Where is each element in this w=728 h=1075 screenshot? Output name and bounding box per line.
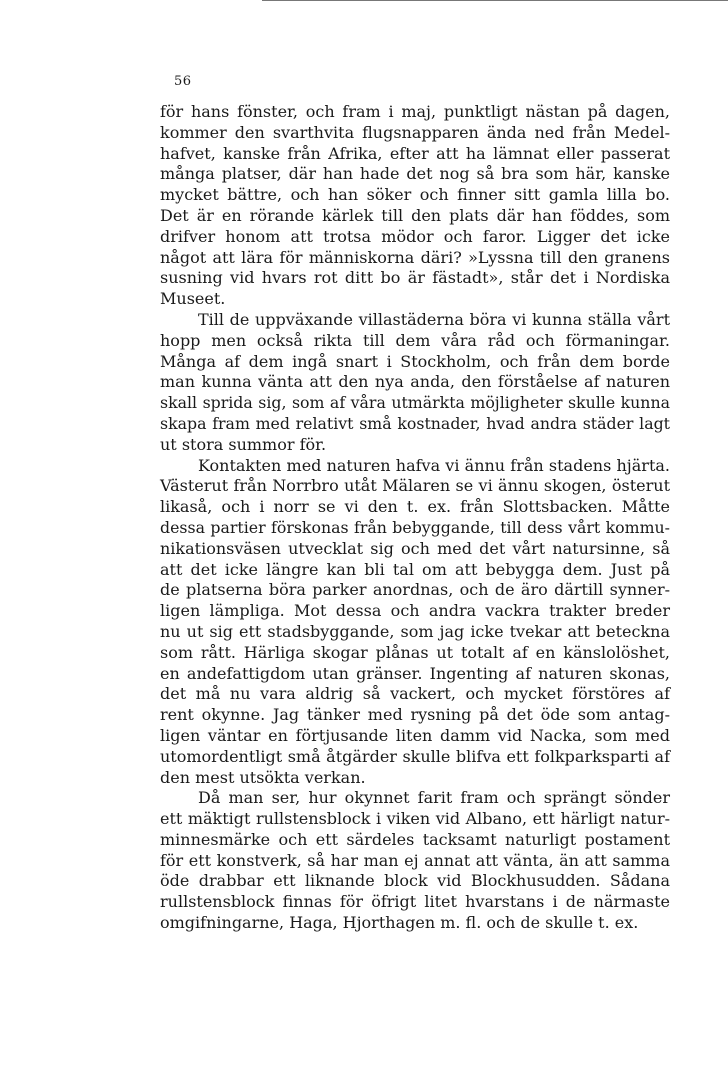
paragraph (160, 456, 670, 789)
text-line: något att lära för människorna däri? »Lyssna till den granens (160, 247, 670, 267)
text-line: likaså, och i norr se vi den t. ex. från Slottsbacken. Måtte (160, 497, 670, 517)
text-line: Museet. (160, 289, 226, 309)
text-line: kommer den svarthvita flugsnapparen ända ned från Medel- (160, 122, 670, 142)
text-line: dessa partier förskonas från bebyggande, till dess vårt kommu- (160, 517, 670, 537)
text-line: en andefattigdom utan gränser. Ingenting af naturen skonas, (160, 663, 670, 683)
text-line: många platser, där han hade det nog så bra som här, kanske (160, 164, 670, 184)
text-line: ut stora summor för. (160, 434, 327, 454)
text-line: susning vid hvars rot ditt bo är fästadt», står det i Nordiska (160, 268, 670, 288)
text-line: hopp men också rikta till dem våra råd och förmaningar. (160, 330, 670, 350)
text-line: Västerut från Norrbro utåt Mälaren se vi ännu skogen, österut (160, 476, 670, 496)
text-line: de platserna böra parker anordnas, och de äro därtill synner- (160, 580, 670, 600)
text-line: det må nu vara aldrig så vackert, och mycket förstöres af (160, 684, 670, 704)
body-text (160, 102, 670, 934)
text-line: Det är en rörande kärlek till den plats där han föddes, som (160, 205, 670, 225)
text-line: den mest utsökta verkan. (160, 767, 366, 787)
text-line: som rått. Härliga skogar plånas ut totalt af en känslolöshet, (160, 642, 670, 662)
text-line: nikationsväsen utvecklat sig och med det vårt natursinne, så (160, 538, 670, 558)
text-line: minnesmärke och ett särdeles tacksamt naturligt postament (160, 829, 670, 849)
text-line: för ett konstverk, så har man ej annat att vänta, än att samma (160, 850, 670, 870)
text-line: för hans fönster, och fram i maj, punktligt nästan på dagen, (160, 102, 670, 121)
paragraph (160, 102, 670, 310)
page-number: 56 (174, 74, 192, 89)
top-rule (262, 0, 728, 1)
text-line: skapa fram med relativt små kostnader, hvad andra städer lagt (160, 413, 670, 433)
text-line: Många af dem ingå snart i Stockholm, och från dem borde (160, 351, 670, 371)
text-line: ett mäktigt rullstensblock i viken vid Albano, ett härligt natur- (160, 809, 670, 829)
text-line: nu ut sig ett stadsbyggande, som jag icke tvekar att beteckna (160, 621, 670, 641)
text-line: Kontakten med naturen hafva vi ännu från stadens hjärta. (198, 455, 670, 475)
text-line: ligen väntar en förtjusande liten damm vid Nacka, som med (160, 725, 670, 745)
text-line: Till de uppväxande villastäderna böra vi kunna ställa vårt (198, 309, 670, 329)
text-line: skall sprida sig, som af våra utmärkta möjligheter skulle kunna (160, 393, 670, 413)
text-line: Då man ser, hur okynnet farit fram och sprängt sönder (198, 788, 670, 808)
paragraph (160, 788, 670, 934)
text-line: utomordentligt små åtgärder skulle blifva ett folkparksparti af (160, 746, 670, 766)
text-line: hafvet, kanske från Afrika, efter att ha lämnat eller passerat (160, 143, 670, 163)
text-line: omgifningarne, Haga, Hjorthagen m. fl. och de skulle t. ex. (160, 913, 639, 933)
text-line: mycket bättre, och han söker och finner sitt gamla lilla bo. (160, 185, 670, 205)
text-line: rullstensblock finnas för öfrigt litet hvarstans i de närmaste (160, 892, 670, 912)
text-line: rent okynne. Jag tänker med rysning på det öde som antag- (160, 705, 670, 725)
text-line: öde drabbar ett liknande block vid Blockhusudden. Sådana (160, 871, 670, 891)
text-line: man kunna vänta att den nya anda, den förståelse af naturen (160, 372, 670, 392)
text-line: att det icke längre kan bli tal om att bebygga dem. Just på (160, 559, 670, 579)
paragraph (160, 310, 670, 456)
text-line: ligen lämpliga. Mot dessa och andra vackra trakter breder (160, 601, 670, 621)
text-line: drifver honom att trotsa mödor och faror. Ligger det icke (160, 226, 670, 246)
